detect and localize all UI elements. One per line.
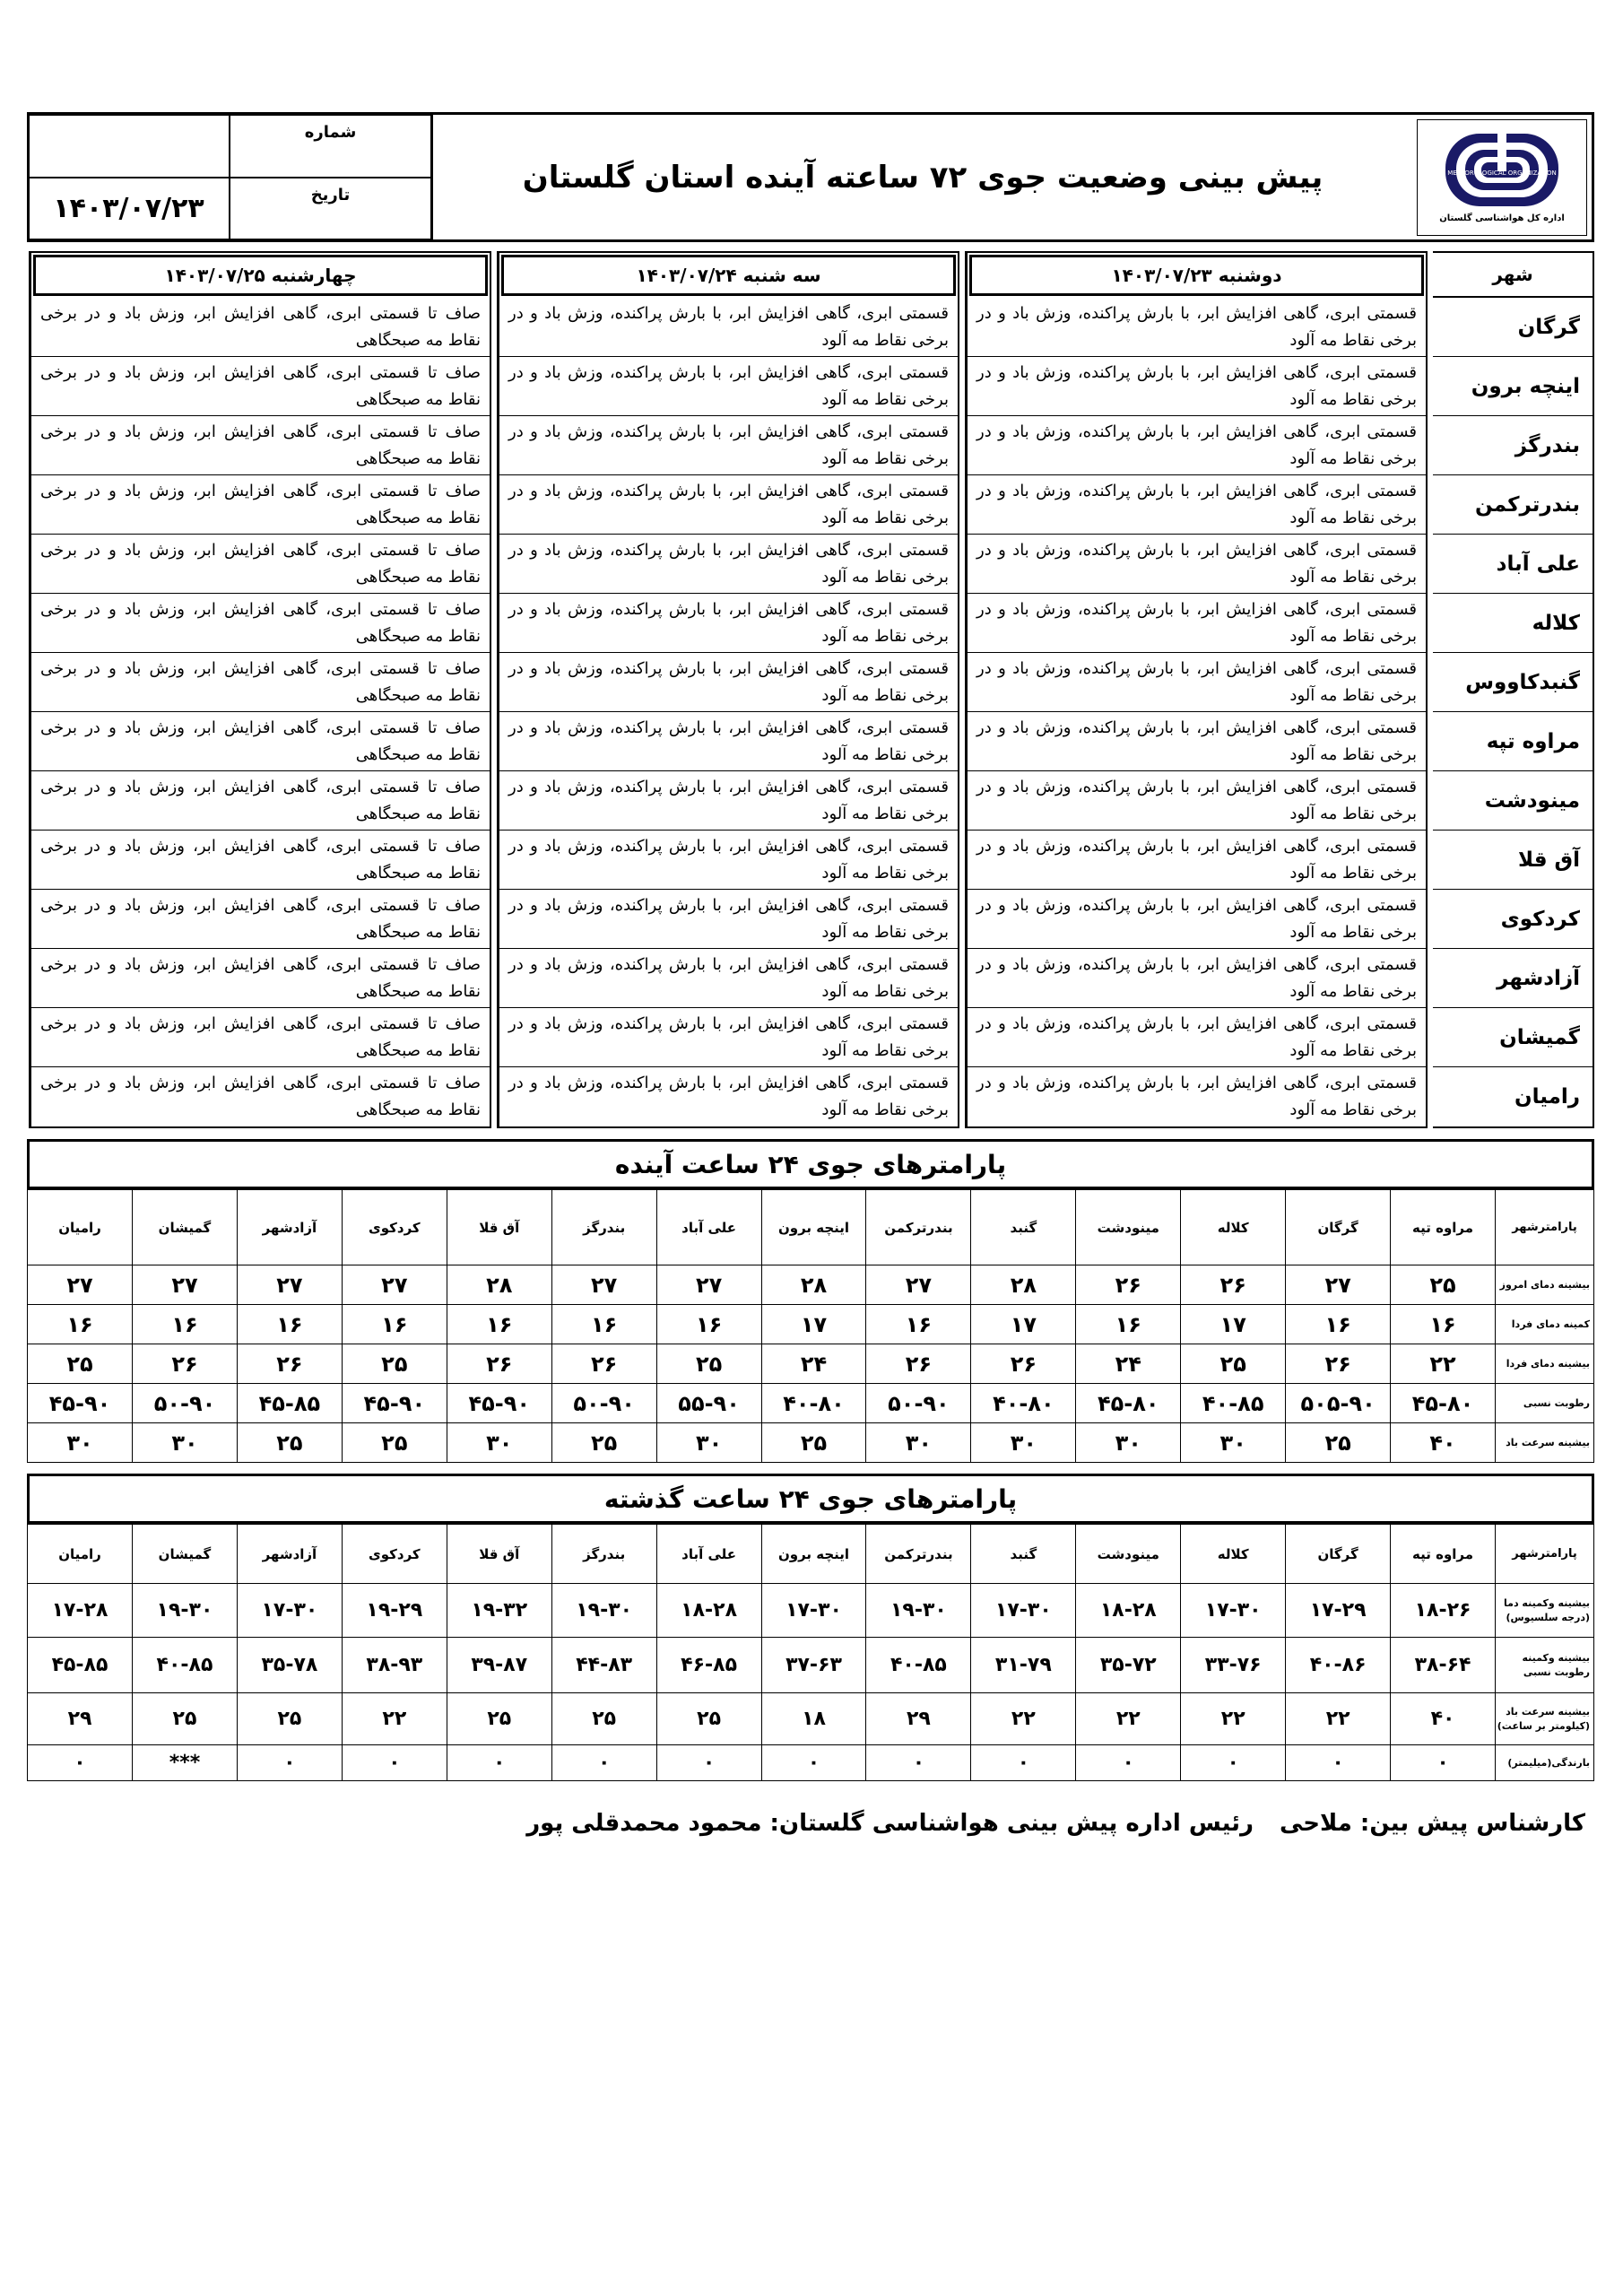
- station-header: مراوه تپه: [1391, 1190, 1496, 1265]
- city-name: کلاله: [1433, 594, 1593, 653]
- svg-text:METEOROLOGICAL ORGANIZATION: METEOROLOGICAL ORGANIZATION: [1447, 169, 1557, 177]
- parameter-value: ۲۶: [237, 1344, 342, 1384]
- weather-description: قسمتی ابری، گاهی افزایش ابر، با بارش پراکنده، وزش باد و در برخی نقاط مه آلود: [499, 475, 958, 535]
- parameter-value: ۲۶: [866, 1344, 971, 1384]
- parameter-value: ۱۷-۳۰: [761, 1584, 866, 1638]
- weather-description: صاف تا قسمتی ابری، گاهی افزایش ابر، وزش باد و در برخی نقاط مه صبحگاهی: [31, 831, 490, 890]
- station-header: کلاله: [1181, 1525, 1286, 1584]
- city-name: رامیان: [1514, 1085, 1580, 1109]
- weather-description: قسمتی ابری، گاهی افزایش ابر، با بارش پراکنده، وزش باد و در برخی نقاط مه آلود: [499, 712, 958, 771]
- station-header: گرگان: [1286, 1190, 1391, 1265]
- station-header: آزادشهر: [237, 1190, 342, 1265]
- parameter-value: ۲۵: [237, 1423, 342, 1463]
- parameter-value: ۰: [971, 1745, 1076, 1781]
- logo-box: [1412, 115, 1592, 239]
- day-column-3: [29, 251, 491, 1128]
- weather-description: قسمتی ابری، گاهی افزایش ابر، با بارش پراکنده، وزش باد و در برخی نقاط مه آلود: [968, 653, 1426, 712]
- parameter-value: ۲۲: [342, 1693, 447, 1745]
- weather-description: صاف تا قسمتی ابری، گاهی افزایش ابر، وزش باد و در برخی نقاط مه صبحگاهی: [31, 594, 490, 653]
- parameter-value: ۳۰: [866, 1423, 971, 1463]
- table-row: [28, 1305, 1594, 1344]
- parameter-value: ۰: [1286, 1745, 1391, 1781]
- parameter-value: ۳۷-۶۳: [761, 1638, 866, 1693]
- parameter-value: ۲۲: [971, 1693, 1076, 1745]
- table-row: [28, 1344, 1594, 1384]
- city-name: گنبدکاووس: [1433, 653, 1593, 712]
- city-column: [1433, 251, 1594, 1128]
- station-header: علی آباد: [656, 1525, 761, 1584]
- parameter-value: ۱۶: [237, 1305, 342, 1344]
- weather-description: قسمتی ابری، گاهی افزایش ابر، با بارش پراکنده، وزش باد و در برخی نقاط مه آلود: [499, 416, 958, 475]
- parameter-value: ۱۹-۲۹: [342, 1584, 447, 1638]
- number-value: [28, 115, 230, 178]
- station-header: رامیان: [28, 1190, 133, 1265]
- day-column-1: [965, 251, 1428, 1128]
- past24-title: پارامترهای جوی ۲۴ ساعت گذشته: [27, 1474, 1594, 1524]
- parameter-value: ۳۰: [28, 1423, 133, 1463]
- parameter-value: ۱۶: [447, 1305, 551, 1344]
- parameter-label: بیشینه دمای امروز: [1496, 1265, 1594, 1305]
- parameter-value: ۴۵-۸۵: [28, 1638, 133, 1693]
- table-row: [28, 1693, 1594, 1745]
- city-name: آزادشهر: [1433, 949, 1593, 1008]
- title-box: [433, 115, 1412, 239]
- parameter-value: ۱۸-۲۶: [1391, 1584, 1496, 1638]
- table-row: [28, 1265, 1594, 1305]
- parameter-value: ۳۰: [971, 1423, 1076, 1463]
- parameter-value: ۲۶: [1076, 1265, 1181, 1305]
- weather-description: قسمتی ابری، گاهی افزایش ابر، با بارش پراکنده، وزش باد و در برخی نقاط مه آلود: [499, 298, 958, 357]
- parameter-value: ۲۵: [342, 1423, 447, 1463]
- logo-caption: اداره کل هواشناسی گلستان: [1439, 213, 1565, 223]
- chief-name: رئیس اداره پیش بینی هواشناسی گلستان: محمود محمدقلی پور: [526, 1810, 1254, 1837]
- station-header: گرگان: [1286, 1525, 1391, 1584]
- parameter-value: ۱۸-۲۸: [1076, 1584, 1181, 1638]
- next24-table: [27, 1189, 1594, 1463]
- parameter-value: ۲۸: [971, 1265, 1076, 1305]
- parameter-value: ۳۸-۶۴: [1391, 1638, 1496, 1693]
- weather-description: قسمتی ابری، گاهی افزایش ابر، با بارش پراکنده، وزش باد و در برخی نقاط مه آلود: [508, 1074, 949, 1119]
- parameter-value: ۱۷-۳۰: [1181, 1584, 1286, 1638]
- station-header: رامیان: [28, 1525, 133, 1584]
- next24-title: پارامترهای جوی ۲۴ ساعت آینده: [27, 1139, 1594, 1189]
- parameter-value: ۳۰: [1076, 1423, 1181, 1463]
- parameter-value: ۳۰: [133, 1423, 238, 1463]
- station-header: بندرترکمن: [866, 1190, 971, 1265]
- parameter-label: بارندگی(میلیمتر): [1496, 1745, 1594, 1781]
- weather-description: قسمتی ابری، گاهی افزایش ابر، با بارش پراکنده، وزش باد و در برخی نقاط مه آلود: [499, 1008, 958, 1067]
- weather-description: قسمتی ابری، گاهی افزایش ابر، با بارش پراکنده، وزش باد و در برخی نقاط مه آلود: [968, 771, 1426, 831]
- day-header: دوشنبه ۱۴۰۳/۰۷/۲۳: [969, 255, 1424, 296]
- parameter-value: ۱۶: [133, 1305, 238, 1344]
- weather-description: صاف تا قسمتی ابری، گاهی افزایش ابر، وزش باد و در برخی نقاط مه صبحگاهی: [31, 712, 490, 771]
- weather-description: صاف تا قسمتی ابری، گاهی افزایش ابر، وزش باد و در برخی نقاط مه صبحگاهی: [31, 1008, 490, 1067]
- parameter-value: ۲۵: [761, 1423, 866, 1463]
- parameter-value: ۰: [1391, 1745, 1496, 1781]
- parameter-label: بیشینه دمای فردا: [1496, 1344, 1594, 1384]
- parameter-value: ۱۶: [1286, 1305, 1391, 1344]
- station-header: آق قلا: [447, 1525, 551, 1584]
- parameter-value: ۲۷: [28, 1265, 133, 1305]
- parameter-value: ۰: [1076, 1745, 1181, 1781]
- city-header: شهر: [1433, 253, 1593, 298]
- weather-description: قسمتی ابری، گاهی افزایش ابر، با بارش پراکنده، وزش باد و در برخی نقاط مه آلود: [968, 475, 1426, 535]
- parameter-value: ۲۴: [1076, 1344, 1181, 1384]
- parameter-value: ۱۷-۳۰: [971, 1584, 1076, 1638]
- parameter-value: ۲۶: [551, 1344, 656, 1384]
- station-header: اینچه برون: [761, 1525, 866, 1584]
- table-corner-header: پارامترشهر: [1496, 1525, 1594, 1584]
- station-header: کلاله: [1181, 1190, 1286, 1265]
- parameter-value: ۱۷-۲۹: [1286, 1584, 1391, 1638]
- parameter-label: کمینه دمای فردا: [1496, 1305, 1594, 1344]
- parameter-value: ۴۵-۹۰: [28, 1384, 133, 1423]
- weather-description: صاف تا قسمتی ابری، گاهی افزایش ابر، وزش باد و در برخی نقاط مه صبحگاهی: [31, 416, 490, 475]
- parameter-value: ۲۵: [551, 1423, 656, 1463]
- city-name: گمیشان: [1433, 1008, 1593, 1067]
- parameter-value: ۲۵: [1181, 1344, 1286, 1384]
- weather-description: قسمتی ابری، گاهی افزایش ابر، با بارش پراکنده، وزش باد و در برخی نقاط مه آلود: [976, 1074, 1417, 1119]
- station-header: بندرگز: [551, 1525, 656, 1584]
- parameter-value: ۵۵-۹۰: [656, 1384, 761, 1423]
- parameter-value: ۳۳-۷۶: [1181, 1638, 1286, 1693]
- parameter-value: ۴۰: [1391, 1693, 1496, 1745]
- parameter-value: ۲۶: [971, 1344, 1076, 1384]
- station-header: آق قلا: [447, 1190, 551, 1265]
- parameter-value: ۲۶: [447, 1344, 551, 1384]
- weather-description: قسمتی ابری، گاهی افزایش ابر، با بارش پراکنده، وزش باد و در برخی نقاط مه آلود: [968, 712, 1426, 771]
- weather-description: قسمتی ابری، گاهی افزایش ابر، با بارش پراکنده، وزش باد و در برخی نقاط مه آلود: [499, 890, 958, 949]
- parameter-value: ۲۹: [866, 1693, 971, 1745]
- meta-box: [30, 115, 433, 239]
- parameter-value: ۱۸: [761, 1693, 866, 1745]
- parameter-value: ۲۸: [447, 1265, 551, 1305]
- date-value: ۱۴۰۳/۰۷/۲۳: [28, 178, 230, 240]
- parameter-value: ۲۲: [1391, 1344, 1496, 1384]
- city-name: گرگان: [1433, 298, 1593, 357]
- parameter-value: ۴۵-۹۰: [447, 1384, 551, 1423]
- forecaster-name: کارشناس پیش بین: ملاحی: [1279, 1810, 1585, 1837]
- parameter-value: ۱۷: [971, 1305, 1076, 1344]
- parameter-value: ۱۶: [28, 1305, 133, 1344]
- parameter-value: ***: [133, 1745, 238, 1781]
- parameter-value: ۴۰: [1391, 1423, 1496, 1463]
- weather-description: قسمتی ابری، گاهی افزایش ابر، با بارش پراکنده، وزش باد و در برخی نقاط مه آلود: [499, 535, 958, 594]
- weather-description: قسمتی ابری، گاهی افزایش ابر، با بارش پراکنده، وزش باد و در برخی نقاط مه آلود: [499, 653, 958, 712]
- parameter-value: ۰: [447, 1745, 551, 1781]
- parameter-value: ۲۲: [1076, 1693, 1181, 1745]
- weather-description: قسمتی ابری، گاهی افزایش ابر، با بارش پراکنده، وزش باد و در برخی نقاط مه آلود: [499, 594, 958, 653]
- weather-description: قسمتی ابری، گاهی افزایش ابر، با بارش پراکنده، وزش باد و در برخی نقاط مه آلود: [968, 535, 1426, 594]
- number-label: شماره: [230, 115, 431, 178]
- parameter-value: ۲۵: [1286, 1423, 1391, 1463]
- parameter-value: ۲۷: [551, 1265, 656, 1305]
- parameter-value: ۱۹-۳۰: [866, 1584, 971, 1638]
- parameter-value: ۳۱-۷۹: [971, 1638, 1076, 1693]
- parameter-value: ۳۵-۷۸: [237, 1638, 342, 1693]
- station-header: گمیشان: [133, 1525, 238, 1584]
- meteorology-emblem-icon: [1444, 132, 1560, 208]
- station-header: مینودشت: [1076, 1190, 1181, 1265]
- forecast-sheet: [27, 112, 1594, 1846]
- parameter-value: ۴۵-۸۵: [237, 1384, 342, 1423]
- weather-description: صاف تا قسمتی ابری، گاهی افزایش ابر، وزش باد و در برخی نقاط مه صبحگاهی: [31, 298, 490, 357]
- parameter-value: ۲۵: [342, 1344, 447, 1384]
- weather-description: صاف تا قسمتی ابری، گاهی افزایش ابر، وزش باد و در برخی نقاط مه صبحگاهی: [31, 653, 490, 712]
- parameter-label: بیشینه وکمینه رطوبت نسبی: [1496, 1638, 1594, 1693]
- station-header: مینودشت: [1076, 1525, 1181, 1584]
- parameter-value: ۴۵-۸۰: [1076, 1384, 1181, 1423]
- city-name: علی آباد: [1433, 535, 1593, 594]
- weather-description: قسمتی ابری، گاهی افزایش ابر، با بارش پراکنده، وزش باد و در برخی نقاط مه آلود: [499, 949, 958, 1008]
- weather-description: صاف تا قسمتی ابری، گاهی افزایش ابر، وزش باد و در برخی نقاط مه صبحگاهی: [31, 475, 490, 535]
- parameter-value: ۵۰۵-۹۰: [1286, 1384, 1391, 1423]
- daily-forecast: [27, 251, 1594, 1128]
- parameter-value: ۲۵: [447, 1693, 551, 1745]
- parameter-value: ۲۵: [656, 1344, 761, 1384]
- station-header: کردکوی: [342, 1190, 447, 1265]
- city-name: بندرگز: [1433, 416, 1593, 475]
- parameter-value: ۲۷: [133, 1265, 238, 1305]
- day-header: سه شنبه ۱۴۰۳/۰۷/۲۴: [501, 255, 956, 296]
- parameter-value: ۱۶: [551, 1305, 656, 1344]
- table-row: [28, 1638, 1594, 1693]
- parameter-value: ۱۶: [1076, 1305, 1181, 1344]
- parameter-value: ۴۵-۹۰: [342, 1384, 447, 1423]
- parameter-label: بیشینه وکمینه دما (درجه سلسیوس): [1496, 1584, 1594, 1638]
- parameter-value: ۰: [551, 1745, 656, 1781]
- city-name: مینودشت: [1433, 771, 1593, 831]
- parameter-value: ۱۶: [342, 1305, 447, 1344]
- city-name: مراوه تپه: [1433, 712, 1593, 771]
- parameter-value: ۱۷-۲۸: [28, 1584, 133, 1638]
- parameter-value: ۲۶: [133, 1344, 238, 1384]
- parameter-value: ۳۵-۷۲: [1076, 1638, 1181, 1693]
- station-header: بندرگز: [551, 1190, 656, 1265]
- parameter-value: ۰: [866, 1745, 971, 1781]
- parameter-value: ۲۷: [1286, 1265, 1391, 1305]
- station-header: علی آباد: [656, 1190, 761, 1265]
- parameter-value: ۲۶: [1286, 1344, 1391, 1384]
- parameter-value: ۱۹-۳۰: [551, 1584, 656, 1638]
- parameter-value: ۲۴: [761, 1344, 866, 1384]
- city-name: اینچه برون: [1433, 357, 1593, 416]
- parameter-value: ۲۶: [1181, 1265, 1286, 1305]
- parameter-value: ۴۶-۸۵: [656, 1638, 761, 1693]
- weather-description: قسمتی ابری، گاهی افزایش ابر، با بارش پراکنده، وزش باد و در برخی نقاط مه آلود: [499, 771, 958, 831]
- table-row: [28, 1584, 1594, 1638]
- parameter-value: ۰: [761, 1745, 866, 1781]
- page-title: پیش بینی وضعیت جوی ۷۲ ساعته آینده استان گلستان: [522, 159, 1324, 196]
- parameter-value: ۲۲: [1286, 1693, 1391, 1745]
- parameter-value: ۴۰-۸۵: [133, 1638, 238, 1693]
- parameter-value: ۵۰-۹۰: [133, 1384, 238, 1423]
- parameter-label: بیشینه سرعت باد (کیلومتر بر ساعت): [1496, 1693, 1594, 1745]
- parameter-value: ۲۵: [28, 1344, 133, 1384]
- parameter-value: ۰: [656, 1745, 761, 1781]
- parameter-value: ۰: [28, 1745, 133, 1781]
- weather-description: قسمتی ابری، گاهی افزایش ابر، با بارش پراکنده، وزش باد و در برخی نقاط مه آلود: [968, 1008, 1426, 1067]
- parameter-value: ۳۰: [1181, 1423, 1286, 1463]
- weather-description: صاف تا قسمتی ابری، گاهی افزایش ابر، وزش باد و در برخی نقاط مه صبحگاهی: [31, 949, 490, 1008]
- table-row: [28, 1384, 1594, 1423]
- weather-description: صاف تا قسمتی ابری، گاهی افزایش ابر، وزش باد و در برخی نقاط مه صبحگاهی: [31, 357, 490, 416]
- document-header: [27, 112, 1594, 242]
- parameter-value: ۲۷: [237, 1265, 342, 1305]
- parameter-value: ۱۹-۳۰: [133, 1584, 238, 1638]
- signature-footer: [27, 1801, 1594, 1846]
- parameter-value: ۲۵: [551, 1693, 656, 1745]
- weather-description: صاف تا قسمتی ابری، گاهی افزایش ابر، وزش باد و در برخی نقاط مه صبحگاهی: [31, 535, 490, 594]
- parameter-value: ۱۶: [1391, 1305, 1496, 1344]
- parameter-value: ۰: [237, 1745, 342, 1781]
- parameter-value: ۲۵: [133, 1693, 238, 1745]
- weather-description: قسمتی ابری، گاهی افزایش ابر، با بارش پراکنده، وزش باد و در برخی نقاط مه آلود: [968, 949, 1426, 1008]
- weather-description: قسمتی ابری، گاهی افزایش ابر، با بارش پراکنده، وزش باد و در برخی نقاط مه آلود: [968, 831, 1426, 890]
- parameter-value: ۲۸: [761, 1265, 866, 1305]
- station-header: گمیشان: [133, 1190, 238, 1265]
- parameter-value: ۱۷: [761, 1305, 866, 1344]
- parameter-value: ۳۹-۸۷: [447, 1638, 551, 1693]
- parameter-value: ۱۶: [866, 1305, 971, 1344]
- station-header: مراوه تپه: [1391, 1525, 1496, 1584]
- station-header: آزادشهر: [237, 1525, 342, 1584]
- parameter-value: ۴۵-۸۰: [1391, 1384, 1496, 1423]
- parameter-value: ۲۷: [342, 1265, 447, 1305]
- parameter-value: ۱۶: [656, 1305, 761, 1344]
- parameter-value: ۲۵: [1391, 1265, 1496, 1305]
- parameter-value: ۴۴-۸۳: [551, 1638, 656, 1693]
- parameter-label: بیشینه سرعت باد: [1496, 1423, 1594, 1463]
- past24-table: [27, 1524, 1594, 1781]
- parameter-value: ۲۷: [656, 1265, 761, 1305]
- parameter-label: رطوبت نسبی: [1496, 1384, 1594, 1423]
- station-header: گنبد: [971, 1190, 1076, 1265]
- parameter-value: ۱۷-۳۰: [237, 1584, 342, 1638]
- station-header: گنبد: [971, 1525, 1076, 1584]
- parameter-value: ۴۰-۸۰: [761, 1384, 866, 1423]
- weather-description: قسمتی ابری، گاهی افزایش ابر، با بارش پراکنده، وزش باد و در برخی نقاط مه آلود: [499, 357, 958, 416]
- weather-description: قسمتی ابری، گاهی افزایش ابر، با بارش پراکنده، وزش باد و در برخی نقاط مه آلود: [499, 831, 958, 890]
- parameter-value: ۲۵: [656, 1693, 761, 1745]
- parameter-value: ۴۰-۸۵: [866, 1638, 971, 1693]
- parameter-value: ۳۸-۹۳: [342, 1638, 447, 1693]
- station-header: اینچه برون: [761, 1190, 866, 1265]
- weather-description: صاف تا قسمتی ابری، گاهی افزایش ابر، وزش باد و در برخی نقاط مه صبحگاهی: [31, 771, 490, 831]
- parameter-value: ۵۰-۹۰: [551, 1384, 656, 1423]
- weather-description: قسمتی ابری، گاهی افزایش ابر، با بارش پراکنده، وزش باد و در برخی نقاط مه آلود: [968, 298, 1426, 357]
- parameter-value: ۰: [1181, 1745, 1286, 1781]
- table-corner-header: پارامترشهر: [1496, 1190, 1594, 1265]
- parameter-value: ۳۰: [447, 1423, 551, 1463]
- weather-description: قسمتی ابری، گاهی افزایش ابر، با بارش پراکنده، وزش باد و در برخی نقاط مه آلود: [968, 416, 1426, 475]
- parameter-value: ۴۰-۸۰: [971, 1384, 1076, 1423]
- city-name: کردکوی: [1433, 890, 1593, 949]
- weather-description: صاف تا قسمتی ابری، گاهی افزایش ابر، وزش باد و در برخی نقاط مه صبحگاهی: [31, 890, 490, 949]
- parameter-value: ۲۷: [866, 1265, 971, 1305]
- parameter-value: ۱۸-۲۸: [656, 1584, 761, 1638]
- parameter-value: ۴۰-۸۵: [1181, 1384, 1286, 1423]
- parameter-value: ۰: [342, 1745, 447, 1781]
- table-row: [28, 1423, 1594, 1463]
- parameter-value: ۱۷: [1181, 1305, 1286, 1344]
- city-name: آق قلا: [1433, 831, 1593, 890]
- parameter-value: ۲۹: [28, 1693, 133, 1745]
- parameter-value: ۱۹-۳۲: [447, 1584, 551, 1638]
- weather-description: قسمتی ابری، گاهی افزایش ابر، با بارش پراکنده، وزش باد و در برخی نقاط مه آلود: [968, 357, 1426, 416]
- weather-description: قسمتی ابری، گاهی افزایش ابر، با بارش پراکنده، وزش باد و در برخی نقاط مه آلود: [968, 890, 1426, 949]
- table-row: [28, 1745, 1594, 1781]
- city-name: بندرترکمن: [1433, 475, 1593, 535]
- parameter-value: ۳۰: [656, 1423, 761, 1463]
- day-column-2: [497, 251, 959, 1128]
- parameter-value: ۴۰-۸۶: [1286, 1638, 1391, 1693]
- station-header: بندرترکمن: [866, 1525, 971, 1584]
- weather-description: قسمتی ابری، گاهی افزایش ابر، با بارش پراکنده، وزش باد و در برخی نقاط مه آلود: [968, 594, 1426, 653]
- meteorological-logo: [1417, 119, 1587, 236]
- parameter-value: ۲۲: [1181, 1693, 1286, 1745]
- parameter-value: ۲۵: [237, 1693, 342, 1745]
- day-header: چهارشنبه ۱۴۰۳/۰۷/۲۵: [33, 255, 488, 296]
- station-header: کردکوی: [342, 1525, 447, 1584]
- parameter-value: ۵۰-۹۰: [866, 1384, 971, 1423]
- weather-description: صاف تا قسمتی ابری، گاهی افزایش ابر، وزش باد و در برخی نقاط مه صبحگاهی: [40, 1074, 481, 1119]
- date-label: تاریخ: [230, 178, 431, 240]
